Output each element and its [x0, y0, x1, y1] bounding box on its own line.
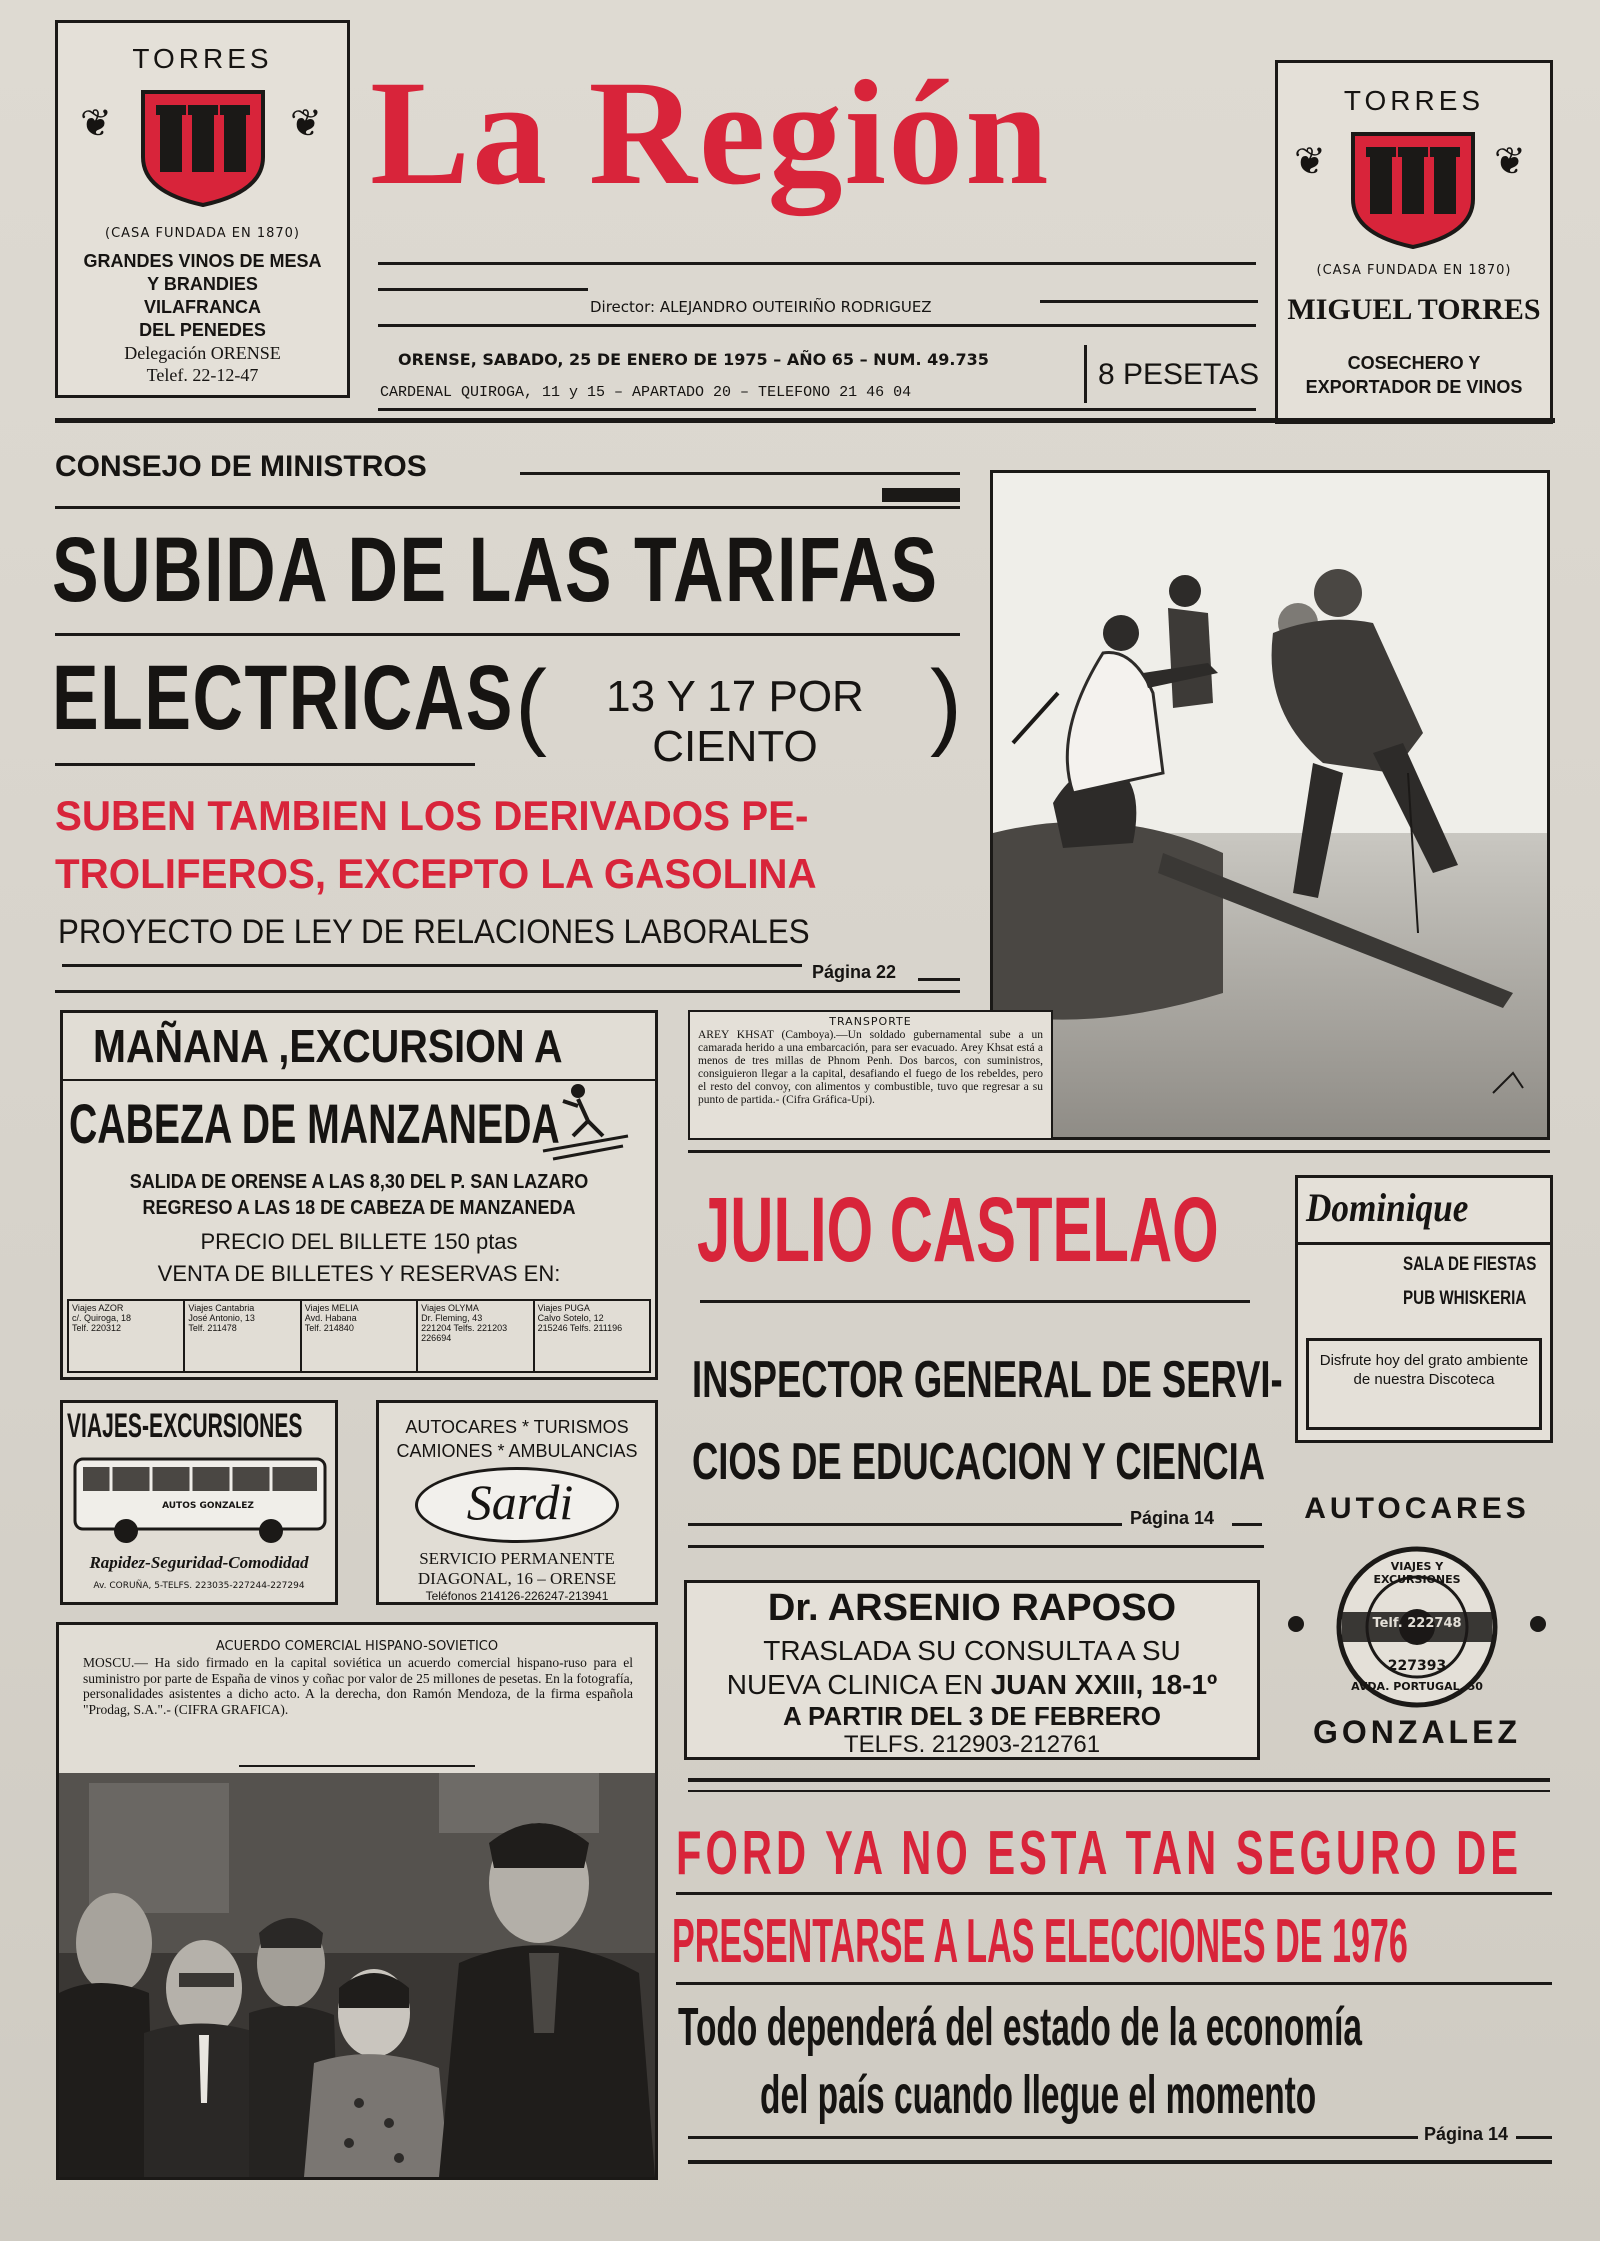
- agency-cell: Viajes PUGA Calvo Sotelo, 12 215246 Telfs. 211196: [534, 1300, 650, 1372]
- lead-page-ref: Página 22: [812, 962, 897, 982]
- lead-headline: ELECTRICAS: [52, 647, 514, 749]
- lead-deck: PROYECTO DE LEY DE RELACIONES LABORALES: [58, 913, 810, 951]
- torres-name: MIGUEL TORRES: [1287, 293, 1541, 326]
- doctor-ad: [684, 1580, 1260, 1760]
- lead-headline: SUBIDA DE LAS TARIFAS: [52, 519, 939, 621]
- torres-crest-icon: [138, 87, 268, 211]
- dominique-text-box: [1306, 1338, 1542, 1430]
- photo-caption-box: [688, 1010, 1053, 1140]
- torres-crest-icon: [1348, 129, 1478, 253]
- excursion-sales: VENTA DE BILLETES Y RESERVAS EN:: [157, 1261, 561, 1286]
- dominique-brand: Dominique: [1306, 1185, 1469, 1230]
- gonzalez-addr: AVDA. PORTUGAL, 50: [1351, 1680, 1483, 1693]
- grapes-icon: ❦: [1494, 139, 1526, 183]
- grapes-icon: ❦: [1294, 139, 1326, 183]
- grapes-icon: ❦: [80, 101, 112, 145]
- ford-page-ref: Página 14: [1424, 2124, 1509, 2144]
- sardi-ad: [376, 1400, 658, 1605]
- torres-line: COSECHERO Y: [1347, 353, 1481, 373]
- torres-brand: TORRES: [132, 43, 273, 74]
- soviet-text: MOSCU.— Ha sido firmado en la capital soviética un acuerdo comercial hispano-ruso para el suministro por parte de España de vinos y coñac por valor de 25 millones de pesetas. En la fotografía, personalidades asistentes a dicho acto. A la derecha, don Ramón Mendoza, de la firma española "Prodag, S.A.".- (CIFRA GRAFICA).: [83, 1655, 633, 1717]
- photo-caption-kicker: TRANSPORTE: [829, 1015, 912, 1028]
- doctor-line-part: NUEVA CLINICA EN: [726, 1669, 991, 1700]
- castelao-page-ref: Página 14: [1130, 1508, 1215, 1528]
- doctor-line: TRASLADA SU CONSULTA A SU: [763, 1635, 1181, 1666]
- torres-line: Telef. 22-12-47: [146, 365, 259, 385]
- bus-address: Av. CORUÑA, 5-TELFS. 223035-227244-227294: [93, 1581, 305, 1591]
- sardi-brand: Sardi: [466, 1474, 574, 1530]
- castelao-name: JULIO CASTELAO: [697, 1179, 1219, 1281]
- lead-paren-open: (: [515, 651, 547, 758]
- excursion-line2: CABEZA DE MANZANEDA: [69, 1092, 560, 1155]
- dominique-line: SALA DE FIESTAS: [1403, 1254, 1537, 1275]
- cambodia-photo: [990, 470, 1550, 1140]
- gonzalez-ring: VIAJES Y EXCURSIONES: [1373, 1560, 1461, 1586]
- excursion-ad: [60, 1010, 658, 1380]
- torres-ad-left: [55, 20, 350, 398]
- ford-deck: del país cuando llegue el momento: [760, 2065, 1317, 2125]
- lead-paren-close: ): [930, 651, 962, 758]
- lead-subhead: TROLIFEROS, EXCEPTO LA GASOLINA: [55, 850, 817, 897]
- masthead-title: La Región: [370, 50, 1051, 216]
- doctor-phone: TELFS. 212903-212761: [843, 1731, 1101, 1758]
- torres-founded: (CASA FUNDADA EN 1870): [105, 226, 300, 241]
- agency-cell: Viajes AZOR c/. Quiroga, 18 Telf. 220312: [68, 1300, 184, 1372]
- excursion-depart: SALIDA DE ORENSE A LAS 8,30 DEL P. SAN LAZARO: [129, 1171, 589, 1193]
- skier-icon: [533, 1081, 633, 1165]
- torres-line: Delegación ORENSE: [124, 343, 281, 363]
- castelao-line: CIOS DE EDUCACION Y CIENCIA: [692, 1433, 1266, 1491]
- torres-line: Y BRANDIES: [147, 274, 258, 294]
- doctor-line: [687, 1669, 1257, 1701]
- lead-kicker: CONSEJO DE MINISTROS: [55, 450, 427, 483]
- masthead-dateline: ORENSE, SABADO, 25 DE ENERO DE 1975 – AÑO 65 – NUM. 49.735: [398, 350, 989, 369]
- ford-deck: Todo dependerá del estado de la economía: [678, 1997, 1363, 2057]
- excursion-line1: MAÑANA ,EXCURSION A: [93, 1020, 563, 1072]
- masthead-price: 8 PESETAS: [1098, 358, 1260, 391]
- gonzalez-top: AUTOCARES: [1304, 1492, 1530, 1525]
- torres-brand: TORRES: [1343, 85, 1485, 116]
- dominique-line: PUB WHISKERIA: [1403, 1288, 1527, 1309]
- lead-subhead: SUBEN TAMBIEN LOS DERIVADOS PE-: [55, 792, 809, 839]
- bus-tagline: Rapidez-Seguridad-Comodidad: [89, 1553, 309, 1572]
- sardi-line: SERVICIO PERMANENTE: [419, 1549, 615, 1568]
- bus-ad-title: VIAJES-EXCURSIONES: [67, 1407, 303, 1445]
- lead-paren-text: CIENTO: [652, 722, 818, 771]
- torres-line: EXPORTADOR DE VINOS: [1305, 377, 1523, 397]
- masthead-director: Director: ALEJANDRO OUTEIRIÑO RODRIGUEZ: [590, 298, 932, 316]
- torres-founded: (CASA FUNDADA EN 1870): [1316, 263, 1512, 278]
- sardi-line: AUTOCARES * TURISMOS: [405, 1417, 629, 1437]
- masthead-address: CARDENAL QUIROGA, 11 y 15 – APARTADO 20 – TELEFONO 21 46 04: [380, 384, 912, 401]
- sardi-line: DIAGONAL, 16 – ORENSE: [417, 1569, 617, 1588]
- torres-line: VILAFRANCA: [144, 297, 261, 317]
- steering-wheel-icon: [1282, 1462, 1283, 1463]
- sardi-line: CAMIONES * AMBULANCIAS: [396, 1441, 638, 1461]
- agency-table: [67, 1299, 651, 1373]
- bus-label: AUTOS GONZALEZ: [162, 1501, 254, 1511]
- excursion-return: REGRESO A LAS 18 DE CABEZA DE MANZANEDA: [142, 1197, 576, 1219]
- agency-cell: Viajes OLYMA Dr. Fleming, 43 221204 Telfs. 221203 226694: [417, 1300, 533, 1372]
- doctor-name: Dr. ARSENIO RAPOSO: [767, 1587, 1177, 1629]
- torres-ad-right: [1275, 60, 1553, 424]
- gonzalez-bottom: GONZALEZ: [1313, 1714, 1521, 1750]
- doctor-address: JUAN XXIII, 18-1º: [990, 1669, 1218, 1700]
- ford-headline: FORD YA NO ESTA TAN SEGURO DE: [676, 1819, 1523, 1888]
- photo-caption-text: AREY KHSAT (Camboya).—Un soldado gubernamental sube a un camarada herido a una embarcación, para ser evacuado. Arey Khsat está a menos de tres millas de Phnom Penh. Dos barcos, con suministros, consiguieron llegar a la capital, desafiando el fuego de los rebeldes, pero el resto del convoy, con alimentos y combustible, tuvo que regresar a su punto de partida.- (Cifra Gráfica-Upi).: [698, 1029, 1043, 1106]
- agency-cell: Viajes Cantabria José Antonio, 13 Telf. 211478: [184, 1300, 300, 1372]
- gonzalez-ad: [1282, 1462, 1552, 1762]
- torres-line: GRANDES VINOS DE MESA: [83, 251, 322, 271]
- excursion-price: PRECIO DEL BILLETE 150 ptas: [200, 1229, 518, 1254]
- castelao-line: INSPECTOR GENERAL DE SERVI-: [692, 1351, 1283, 1409]
- sardi-line: Teléfonos 214126-226247-213941: [425, 1589, 609, 1603]
- ford-headline: PRESENTARSE A LAS ELECCIONES DE 1976: [672, 1907, 1408, 1976]
- gonzalez-tel: Telf. 222748: [1372, 1616, 1462, 1631]
- doctor-line: A PARTIR DEL 3 DE FEBRERO: [782, 1701, 1161, 1731]
- lead-paren-text: 13 Y 17 POR: [606, 672, 864, 721]
- soviet-story: [56, 1622, 658, 2180]
- dominique-text: Disfrute hoy del grato ambiente de nuestra Discoteca: [1319, 1352, 1529, 1388]
- agency-cell: Viajes MELIA Avd. Habana Telf. 214840: [301, 1300, 417, 1372]
- dominique-ad: [1295, 1175, 1553, 1443]
- soviet-kicker: ACUERDO COMERCIAL HISPANO-SOVIETICO: [215, 1639, 499, 1654]
- bus-ad: [60, 1400, 338, 1605]
- torres-line: DEL PENEDES: [139, 320, 266, 340]
- soviet-photo: [59, 1773, 655, 2177]
- gonzalez-tel2: 227393: [1387, 1658, 1447, 1674]
- grapes-icon: ❦: [290, 101, 322, 145]
